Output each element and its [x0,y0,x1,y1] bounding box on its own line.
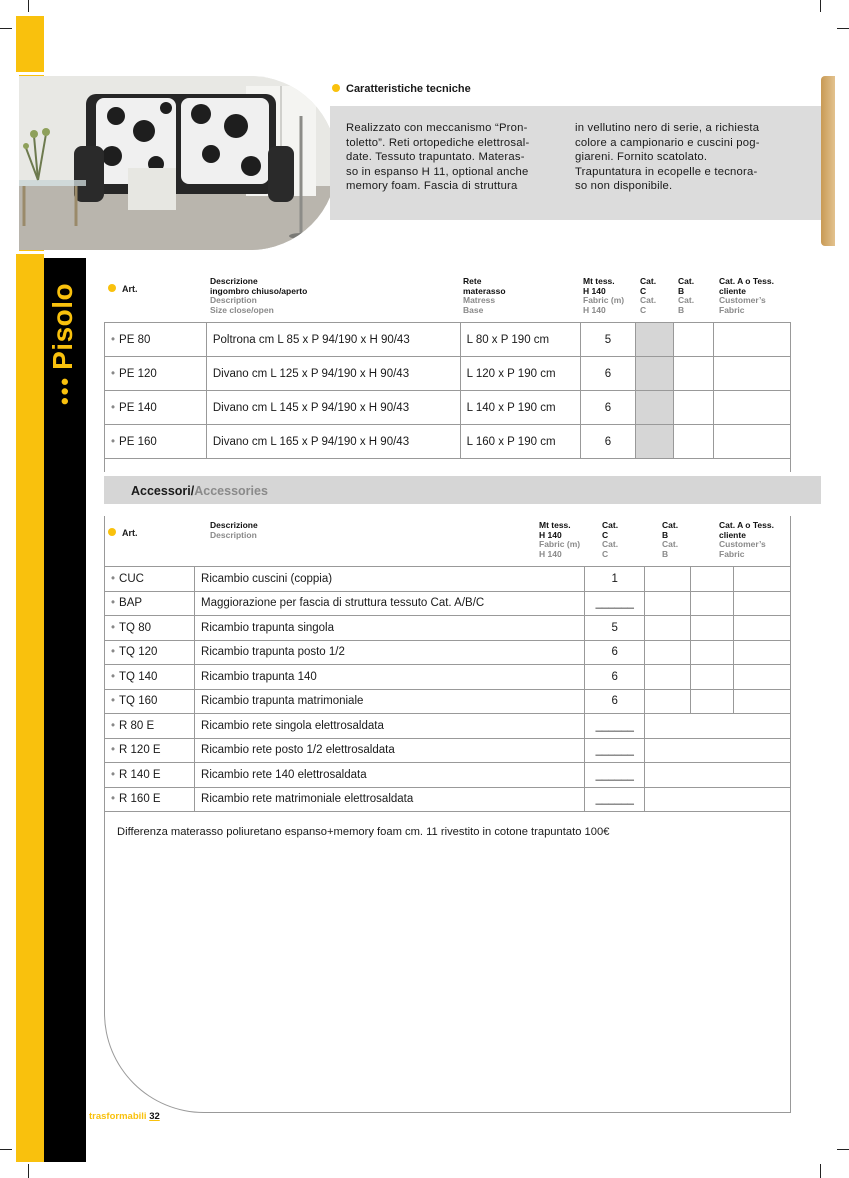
cell-mt: ______ [585,763,645,788]
cell-cat-a [714,323,791,357]
cell-cat-b [691,640,734,665]
page-footer [89,1111,160,1122]
cell-cat-a [714,357,791,391]
header-text: Mt tess. [539,520,571,530]
header-cat-c [602,521,618,559]
crop-mark [820,0,821,12]
cell-rete: L 120 x P 190 cm [460,357,580,391]
header-text: Cat. [662,520,679,530]
accessories-table [104,566,791,812]
cell-cat-b [691,591,734,616]
cell-description: Ricambio trapunta 140 [195,665,585,690]
header-text: H 140 [539,529,562,540]
cell-art: • R 140 E [105,763,195,788]
cell-description: Divano cm L 125 x P 94/190 x H 90/43 [206,357,460,391]
edge-photo [821,76,835,246]
cell-cat-c [645,640,691,665]
cell-description: Divano cm L 145 x P 94/190 x H 90/43 [206,391,460,425]
bullet-icon [332,84,340,92]
sofa-photo [16,76,337,250]
mattress-note: Differenza materasso poliuretano espanso+memory foam cm. 11 rivestito in cotone trapuntato 100€ [117,826,610,838]
header-mt [583,277,624,315]
cell-mt: ______ [585,714,645,739]
header-text: H 140 [583,285,606,296]
cell-cat-b [674,425,714,459]
cell-cat-c [645,567,691,592]
header-art: Art. [108,284,138,294]
header-text: Cat. [602,520,619,530]
cell-rete: L 160 x P 190 cm [460,425,580,459]
header-text: B [678,285,685,296]
crop-mark [0,28,12,29]
cell-cat-c [636,357,674,391]
header-cat-b [662,521,678,559]
cell-cat-c [636,391,674,425]
table-row [105,738,791,763]
cell-cat-c [645,689,691,714]
header-cat-a [719,521,774,559]
header-text-en: Fabric (m) [583,295,625,305]
cell-cat-a [734,591,791,616]
table-row [105,425,791,459]
cell-mt: ______ [585,787,645,812]
header-text-en: Size close/open [210,304,274,315]
cell-rete: L 80 x P 190 cm [460,323,580,357]
cell-cat-a [734,689,791,714]
accessories-bar [104,476,821,504]
cell-art: • TQ 120 [105,640,195,665]
bullet-icon [108,528,116,536]
table-row [105,640,791,665]
header-text: Cat. [640,276,657,286]
cell-description: Ricambio trapunta singola [195,616,585,641]
cell-cat-a [734,640,791,665]
cell-art: • PE 160 [105,425,207,459]
tech-heading: Caratteristiche tecniche [332,83,471,95]
header-text-en: Customer’s [719,295,766,305]
cell-cat-b [691,567,734,592]
header-text: Rete [463,276,482,286]
header-description [210,521,258,540]
cell-description: Ricambio trapunta matrimoniale [195,689,585,714]
table-row [105,689,791,714]
cell-cat-c [645,616,691,641]
crop-mark [28,1164,29,1178]
crop-mark [837,28,849,29]
cell-cat-merged [645,763,791,788]
page-number: 32 [149,1111,160,1122]
cell-cat-merged [645,787,791,812]
cell-description: Maggiorazione per fascia di struttura tessuto Cat. A/B/C [195,591,585,616]
header-text: Descrizione [210,520,258,530]
bottom-rounded-frame [104,1010,791,1113]
header-cat-a [719,277,774,315]
header-cat-b [678,277,694,315]
header-text-en: H 140 [539,548,562,559]
cell-cat-c [645,591,691,616]
header-text-en: B [662,548,669,559]
cell-mt: 5 [585,616,645,641]
header-cat-c [640,277,656,315]
cell-cat-c [636,323,674,357]
cell-art: • BAP [105,591,195,616]
table-row [105,567,791,592]
main-product-table [104,322,791,459]
header-text: Cat. A o Tess. [719,276,774,286]
cell-art: • R 160 E [105,787,195,812]
cell-mt: 5 [580,323,636,357]
header-text-en: Description [210,295,257,305]
cell-cat-merged [645,714,791,739]
cell-description: Ricambio trapunta posto 1/2 [195,640,585,665]
cell-art: • TQ 160 [105,689,195,714]
cell-art: • R 120 E [105,738,195,763]
footer-brand: trasformabili [89,1111,147,1122]
cell-cat-b [691,665,734,690]
cell-mt: 6 [585,689,645,714]
header-text: cliente [719,529,746,540]
crop-mark [28,0,29,12]
cell-cat-b [674,357,714,391]
header-art: Art. [108,528,138,538]
table-row [105,714,791,739]
header-text-en: Matress [463,295,496,305]
sofa-illustration [16,76,337,250]
cell-description: Ricambio cuscini (coppia) [195,567,585,592]
cell-description: Ricambio rete posto 1/2 elettrosaldata [195,738,585,763]
tech-text-col2: in vellutino nero di serie, a richiesta colore a campionario e cuscini pog- giareni. Fornito scatolato. Trapuntatura in ecopelle e tecnora- so non disponibile. [575,122,760,193]
cell-mt: 6 [585,665,645,690]
header-text: cliente [719,285,746,296]
cell-description: Ricambio rete singola elettrosaldata [195,714,585,739]
cell-cat-a [714,425,791,459]
cell-cat-a [734,567,791,592]
header-rete [463,277,506,315]
header-mt [539,521,580,559]
cell-mt: ______ [585,738,645,763]
accessories-title: Accessori/Accessories [131,484,268,498]
cell-cat-c [645,665,691,690]
header-text: materasso [463,285,506,296]
cell-art: • PE 120 [105,357,207,391]
header-text-en: Base [463,304,484,315]
header-text-en: Cat. [602,539,619,549]
cell-mt: 6 [580,425,636,459]
cell-cat-b [674,323,714,357]
cell-mt: ______ [585,591,645,616]
header-description [210,277,307,315]
header-text: Cat. A o Tess. [719,520,774,530]
cell-art: • PE 80 [105,323,207,357]
cell-cat-merged [645,738,791,763]
cell-cat-c [636,425,674,459]
side-title: •••Pisolo [47,282,78,405]
crop-mark [837,1149,849,1150]
header-text: B [662,529,669,540]
cell-art: • R 80 E [105,714,195,739]
table-row [105,391,791,425]
cell-mt: 1 [585,567,645,592]
bullet-icon [108,284,116,292]
cell-description: Ricambio rete 140 elettrosaldata [195,763,585,788]
tech-text-col1: Realizzato con meccanismo “Pron- toletto”. Reti ortopediche elettrosal- date. Tessuto trapuntato. Materas- so in espanso H 11, optional anche memory foam. Fascia di struttura [346,122,530,193]
table-row [105,665,791,690]
header-text-en: B [678,304,685,315]
header-text-en: H 140 [583,304,606,315]
cell-art: • PE 140 [105,391,207,425]
cell-rete: L 140 x P 190 cm [460,391,580,425]
cell-art: • CUC [105,567,195,592]
header-text: Cat. [678,276,695,286]
header-text: Descrizione [210,276,258,286]
header-text-en: Cat. [662,539,679,549]
table-row [105,763,791,788]
cell-cat-a [734,616,791,641]
header-text: C [640,285,647,296]
crop-mark [0,1149,12,1150]
header-text: ingombro chiuso/aperto [210,285,308,296]
header-text-en: Fabric [719,548,745,559]
header-text: Mt tess. [583,276,615,286]
cell-cat-b [691,689,734,714]
tech-description-box [330,106,821,220]
cell-cat-a [714,391,791,425]
cell-cat-b [674,391,714,425]
cell-mt: 6 [585,640,645,665]
cell-mt: 6 [580,391,636,425]
header-text-en: Cat. [678,295,695,305]
cell-description: Ricambio rete matrimoniale elettrosaldata [195,787,585,812]
crop-mark [820,1164,821,1178]
table-row [105,591,791,616]
header-text: C [602,529,609,540]
cell-mt: 6 [580,357,636,391]
header-text-en: C [602,548,609,559]
header-text-en: Description [210,529,257,540]
cell-cat-a [734,665,791,690]
cell-description: Divano cm L 165 x P 94/190 x H 90/43 [206,425,460,459]
cell-art: • TQ 140 [105,665,195,690]
table-row [105,323,791,357]
header-text-en: Cat. [640,295,657,305]
table-row [105,357,791,391]
cell-description: Poltrona cm L 85 x P 94/190 x H 90/43 [206,323,460,357]
header-text-en: Customer’s [719,539,766,549]
cell-cat-b [691,616,734,641]
table-row [105,616,791,641]
header-text-en: C [640,304,647,315]
header-text-en: Fabric (m) [539,539,581,549]
header-text-en: Fabric [719,304,745,315]
cell-art: • TQ 80 [105,616,195,641]
table-row [105,787,791,812]
